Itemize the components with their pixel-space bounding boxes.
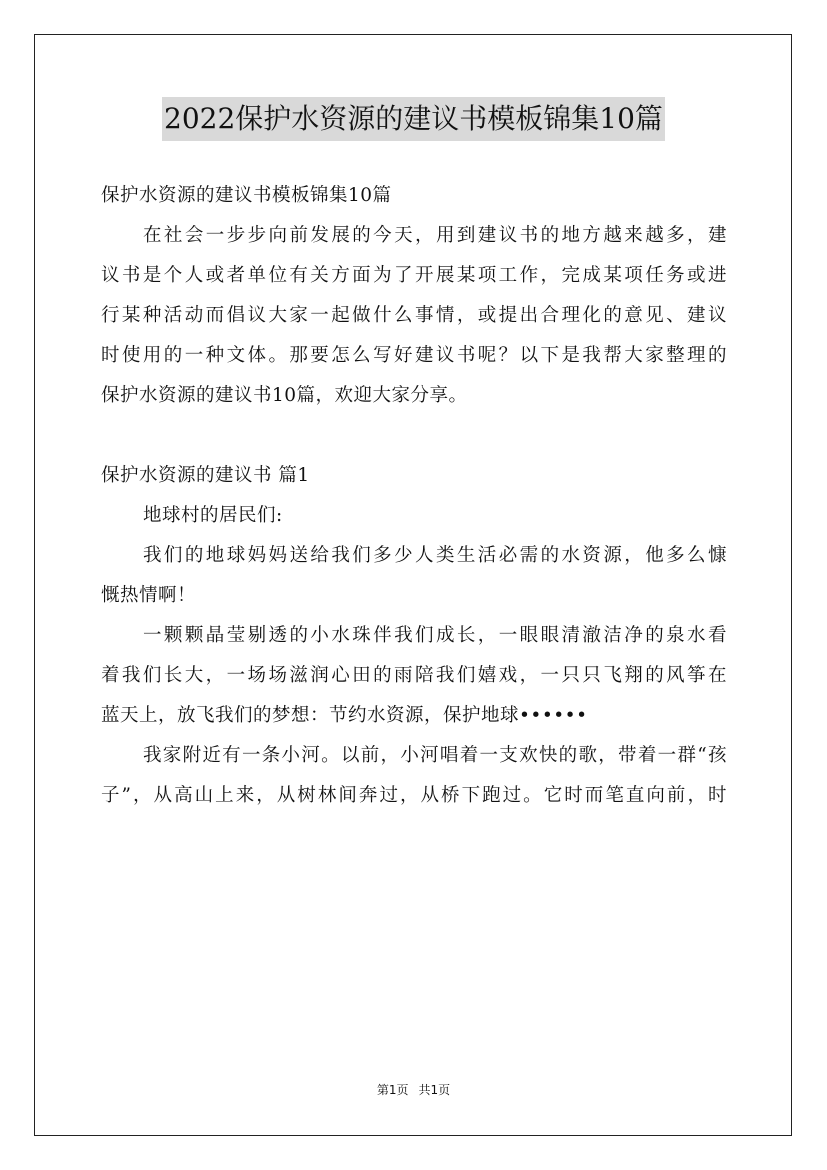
document-body	[101, 176, 727, 816]
intro-line: 保护水资源的建议书10篇，欢迎大家分享。	[101, 385, 468, 406]
page-footer	[0, 1081, 827, 1098]
paragraph-line: 一颗颗晶莹剔透的小水珠伴我们成长，一眼眼清澈洁净的泉水看	[143, 625, 727, 646]
paragraph-line: 我们的地球妈妈送给我们多少人类生活必需的水资源，他多么慷	[143, 545, 727, 566]
paragraph-line: 着我们长大，一场场滋润心田的雨陪我们嬉戏，一只只飞翔的风筝在	[101, 665, 727, 686]
section-heading: 保护水资源的建议书 篇1	[101, 465, 310, 486]
subtitle: 保护水资源的建议书模板锦集10篇	[101, 185, 392, 206]
paragraph-line: 慨热情啊！	[101, 585, 197, 606]
greeting: 地球村的居民们:	[143, 505, 283, 526]
title-container	[0, 97, 827, 141]
intro-line: 行某种活动而倡议大家一起做什么事情，或提出合理化的意见、建议	[101, 305, 727, 326]
paragraph-line: 蓝天上，放飞我们的梦想：节约水资源，保护地球••••••	[101, 705, 588, 726]
intro-line: 议书是个人或者单位有关方面为了开展某项工作，完成某项任务或进	[101, 265, 727, 286]
document-title: 2022保护水资源的建议书模板锦集10篇	[162, 97, 665, 141]
page-number: 第1页	[376, 1083, 409, 1097]
intro-line: 时使用的一种文体。那要怎么写好建议书呢？以下是我帮大家整理的	[101, 345, 727, 366]
intro-line: 在社会一步步向前发展的今天，用到建议书的地方越来越多，建	[143, 225, 727, 246]
paragraph-line: 子”，从高山上来，从树林间奔过，从桥下跑过。它时而笔直向前，时	[101, 785, 727, 806]
page-total: 共1页	[418, 1083, 451, 1097]
paragraph-gap	[101, 416, 727, 456]
paragraph-line: 我家附近有一条小河。以前，小河唱着一支欢快的歌，带着一群“孩	[143, 745, 727, 766]
